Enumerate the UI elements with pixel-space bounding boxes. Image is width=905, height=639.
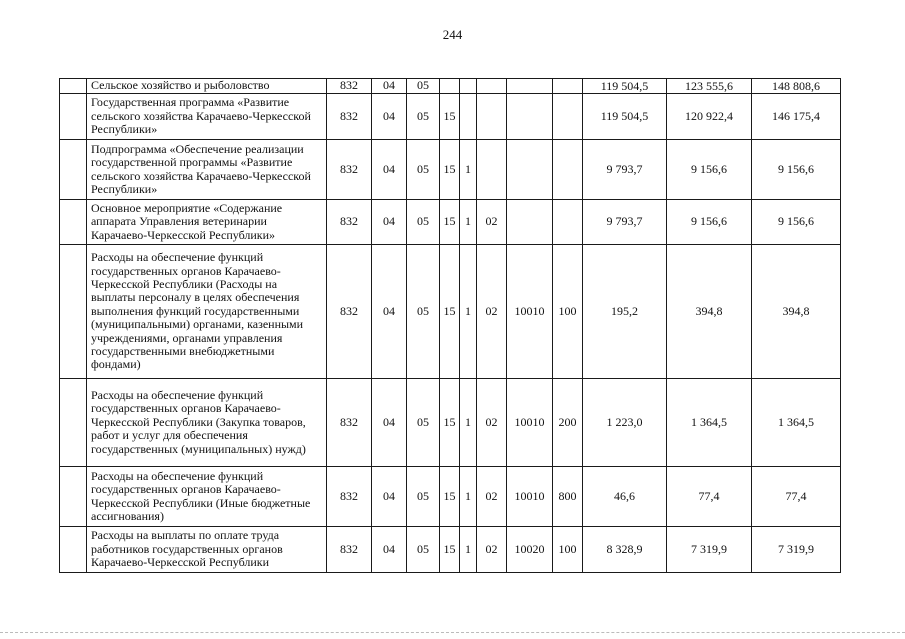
table-row	[60, 200, 841, 245]
value-year-1: 46,6	[583, 467, 667, 527]
budget-table	[59, 78, 841, 573]
value-year-2: 123 555,6	[667, 79, 752, 94]
blank-cell	[60, 79, 87, 94]
row-name: Расходы на выплаты по оплате труда работников государственных органов Карачаево-Черкесской Республики	[87, 527, 327, 573]
code-ministry: 832	[327, 79, 372, 94]
blank-cell	[60, 200, 87, 245]
page-number: 244	[442, 27, 463, 42]
value-year-3: 1 364,5	[752, 379, 841, 467]
value-year-3: 146 175,4	[752, 94, 841, 140]
code-ministry: 832	[327, 527, 372, 573]
code-ministry: 832	[327, 200, 372, 245]
code-ministry: 832	[327, 379, 372, 467]
code-expense-type	[553, 140, 583, 200]
value-year-3: 9 156,6	[752, 140, 841, 200]
table-row	[60, 527, 841, 573]
code-event: 02	[477, 245, 507, 379]
code-subsection: 05	[407, 245, 440, 379]
value-year-2: 120 922,4	[667, 94, 752, 140]
value-year-2: 9 156,6	[667, 140, 752, 200]
code-expense-type: 800	[553, 467, 583, 527]
code-ministry: 832	[327, 94, 372, 140]
value-year-2: 9 156,6	[667, 200, 752, 245]
code-subprogram: 1	[460, 140, 477, 200]
code-program: 15	[440, 200, 460, 245]
value-year-1: 1 223,0	[583, 379, 667, 467]
table-row	[60, 245, 841, 379]
code-direction	[507, 79, 553, 94]
scan-edge-line	[0, 632, 905, 633]
code-event: 02	[477, 379, 507, 467]
code-program: 15	[440, 379, 460, 467]
row-name: Сельское хозяйство и рыболовство	[87, 79, 327, 94]
row-name: Государственная программа «Развитие сельского хозяйства Карачаево-Черкесской Республики»	[87, 94, 327, 140]
code-expense-type: 100	[553, 527, 583, 573]
code-subsection: 05	[407, 79, 440, 94]
code-subprogram: 1	[460, 467, 477, 527]
code-ministry: 832	[327, 245, 372, 379]
code-subprogram	[460, 79, 477, 94]
code-direction	[507, 140, 553, 200]
code-subsection: 05	[407, 200, 440, 245]
row-name: Расходы на обеспечение функций государственных органов Карачаево-Черкесской Республики (Иные бюджетные ассигнования)	[87, 467, 327, 527]
code-expense-type	[553, 200, 583, 245]
code-direction: 10010	[507, 379, 553, 467]
code-direction: 10020	[507, 527, 553, 573]
value-year-1: 195,2	[583, 245, 667, 379]
value-year-2: 1 364,5	[667, 379, 752, 467]
code-event: 02	[477, 467, 507, 527]
code-program: 15	[440, 94, 460, 140]
code-subsection: 05	[407, 379, 440, 467]
code-subprogram	[460, 94, 477, 140]
value-year-1: 9 793,7	[583, 200, 667, 245]
table-row	[60, 94, 841, 140]
code-subprogram: 1	[460, 379, 477, 467]
table-row	[60, 467, 841, 527]
code-direction	[507, 94, 553, 140]
blank-cell	[60, 245, 87, 379]
code-expense-type: 100	[553, 245, 583, 379]
code-section: 04	[372, 379, 407, 467]
code-subsection: 05	[407, 527, 440, 573]
code-program: 15	[440, 467, 460, 527]
code-section: 04	[372, 200, 407, 245]
value-year-1: 119 504,5	[583, 94, 667, 140]
value-year-3: 394,8	[752, 245, 841, 379]
value-year-1: 8 328,9	[583, 527, 667, 573]
code-direction: 10010	[507, 245, 553, 379]
table-row	[60, 79, 841, 94]
code-section: 04	[372, 94, 407, 140]
value-year-2: 77,4	[667, 467, 752, 527]
row-name: Расходы на обеспечение функций государственных органов Карачаево-Черкесской Республики (Закупка товаров, работ и услуг для обеспечения государственных (муниципальных) нужд)	[87, 379, 327, 467]
value-year-3: 77,4	[752, 467, 841, 527]
code-direction	[507, 200, 553, 245]
code-program: 15	[440, 245, 460, 379]
value-year-3: 9 156,6	[752, 200, 841, 245]
row-name: Подпрограмма «Обеспечение реализации государственной программы «Развитие сельского хозяйства Карачаево-Черкесской Республики»	[87, 140, 327, 200]
code-subprogram: 1	[460, 200, 477, 245]
code-event	[477, 94, 507, 140]
code-section: 04	[372, 140, 407, 200]
value-year-3: 148 808,6	[752, 79, 841, 94]
blank-cell	[60, 140, 87, 200]
code-section: 04	[372, 527, 407, 573]
code-subprogram: 1	[460, 245, 477, 379]
code-subsection: 05	[407, 467, 440, 527]
code-section: 04	[372, 245, 407, 379]
value-year-1: 119 504,5	[583, 79, 667, 94]
code-ministry: 832	[327, 467, 372, 527]
code-event: 02	[477, 527, 507, 573]
code-section: 04	[372, 467, 407, 527]
value-year-2: 7 319,9	[667, 527, 752, 573]
value-year-1: 9 793,7	[583, 140, 667, 200]
code-section: 04	[372, 79, 407, 94]
code-event	[477, 79, 507, 94]
code-subprogram: 1	[460, 527, 477, 573]
code-event	[477, 140, 507, 200]
code-program: 15	[440, 140, 460, 200]
code-expense-type: 200	[553, 379, 583, 467]
blank-cell	[60, 527, 87, 573]
blank-cell	[60, 379, 87, 467]
row-name: Расходы на обеспечение функций государственных органов Карачаево-Черкесской Республики (Расходы на выплаты персоналу в целях обеспечения выполнения функций государственными (муниципальными) органами, казенными учреждениями, органами управления государственными внебюджетными фондами)	[87, 245, 327, 379]
code-subsection: 05	[407, 140, 440, 200]
table-row	[60, 379, 841, 467]
code-ministry: 832	[327, 140, 372, 200]
code-subsection: 05	[407, 94, 440, 140]
code-program: 15	[440, 527, 460, 573]
value-year-2: 394,8	[667, 245, 752, 379]
code-expense-type	[553, 94, 583, 140]
code-direction: 10010	[507, 467, 553, 527]
blank-cell	[60, 467, 87, 527]
code-program	[440, 79, 460, 94]
value-year-3: 7 319,9	[752, 527, 841, 573]
table-row	[60, 140, 841, 200]
code-expense-type	[553, 79, 583, 94]
row-name: Основное мероприятие «Содержание аппарата Управления ветеринарии Карачаево-Черкесской Республики»	[87, 200, 327, 245]
blank-cell	[60, 94, 87, 140]
code-event: 02	[477, 200, 507, 245]
